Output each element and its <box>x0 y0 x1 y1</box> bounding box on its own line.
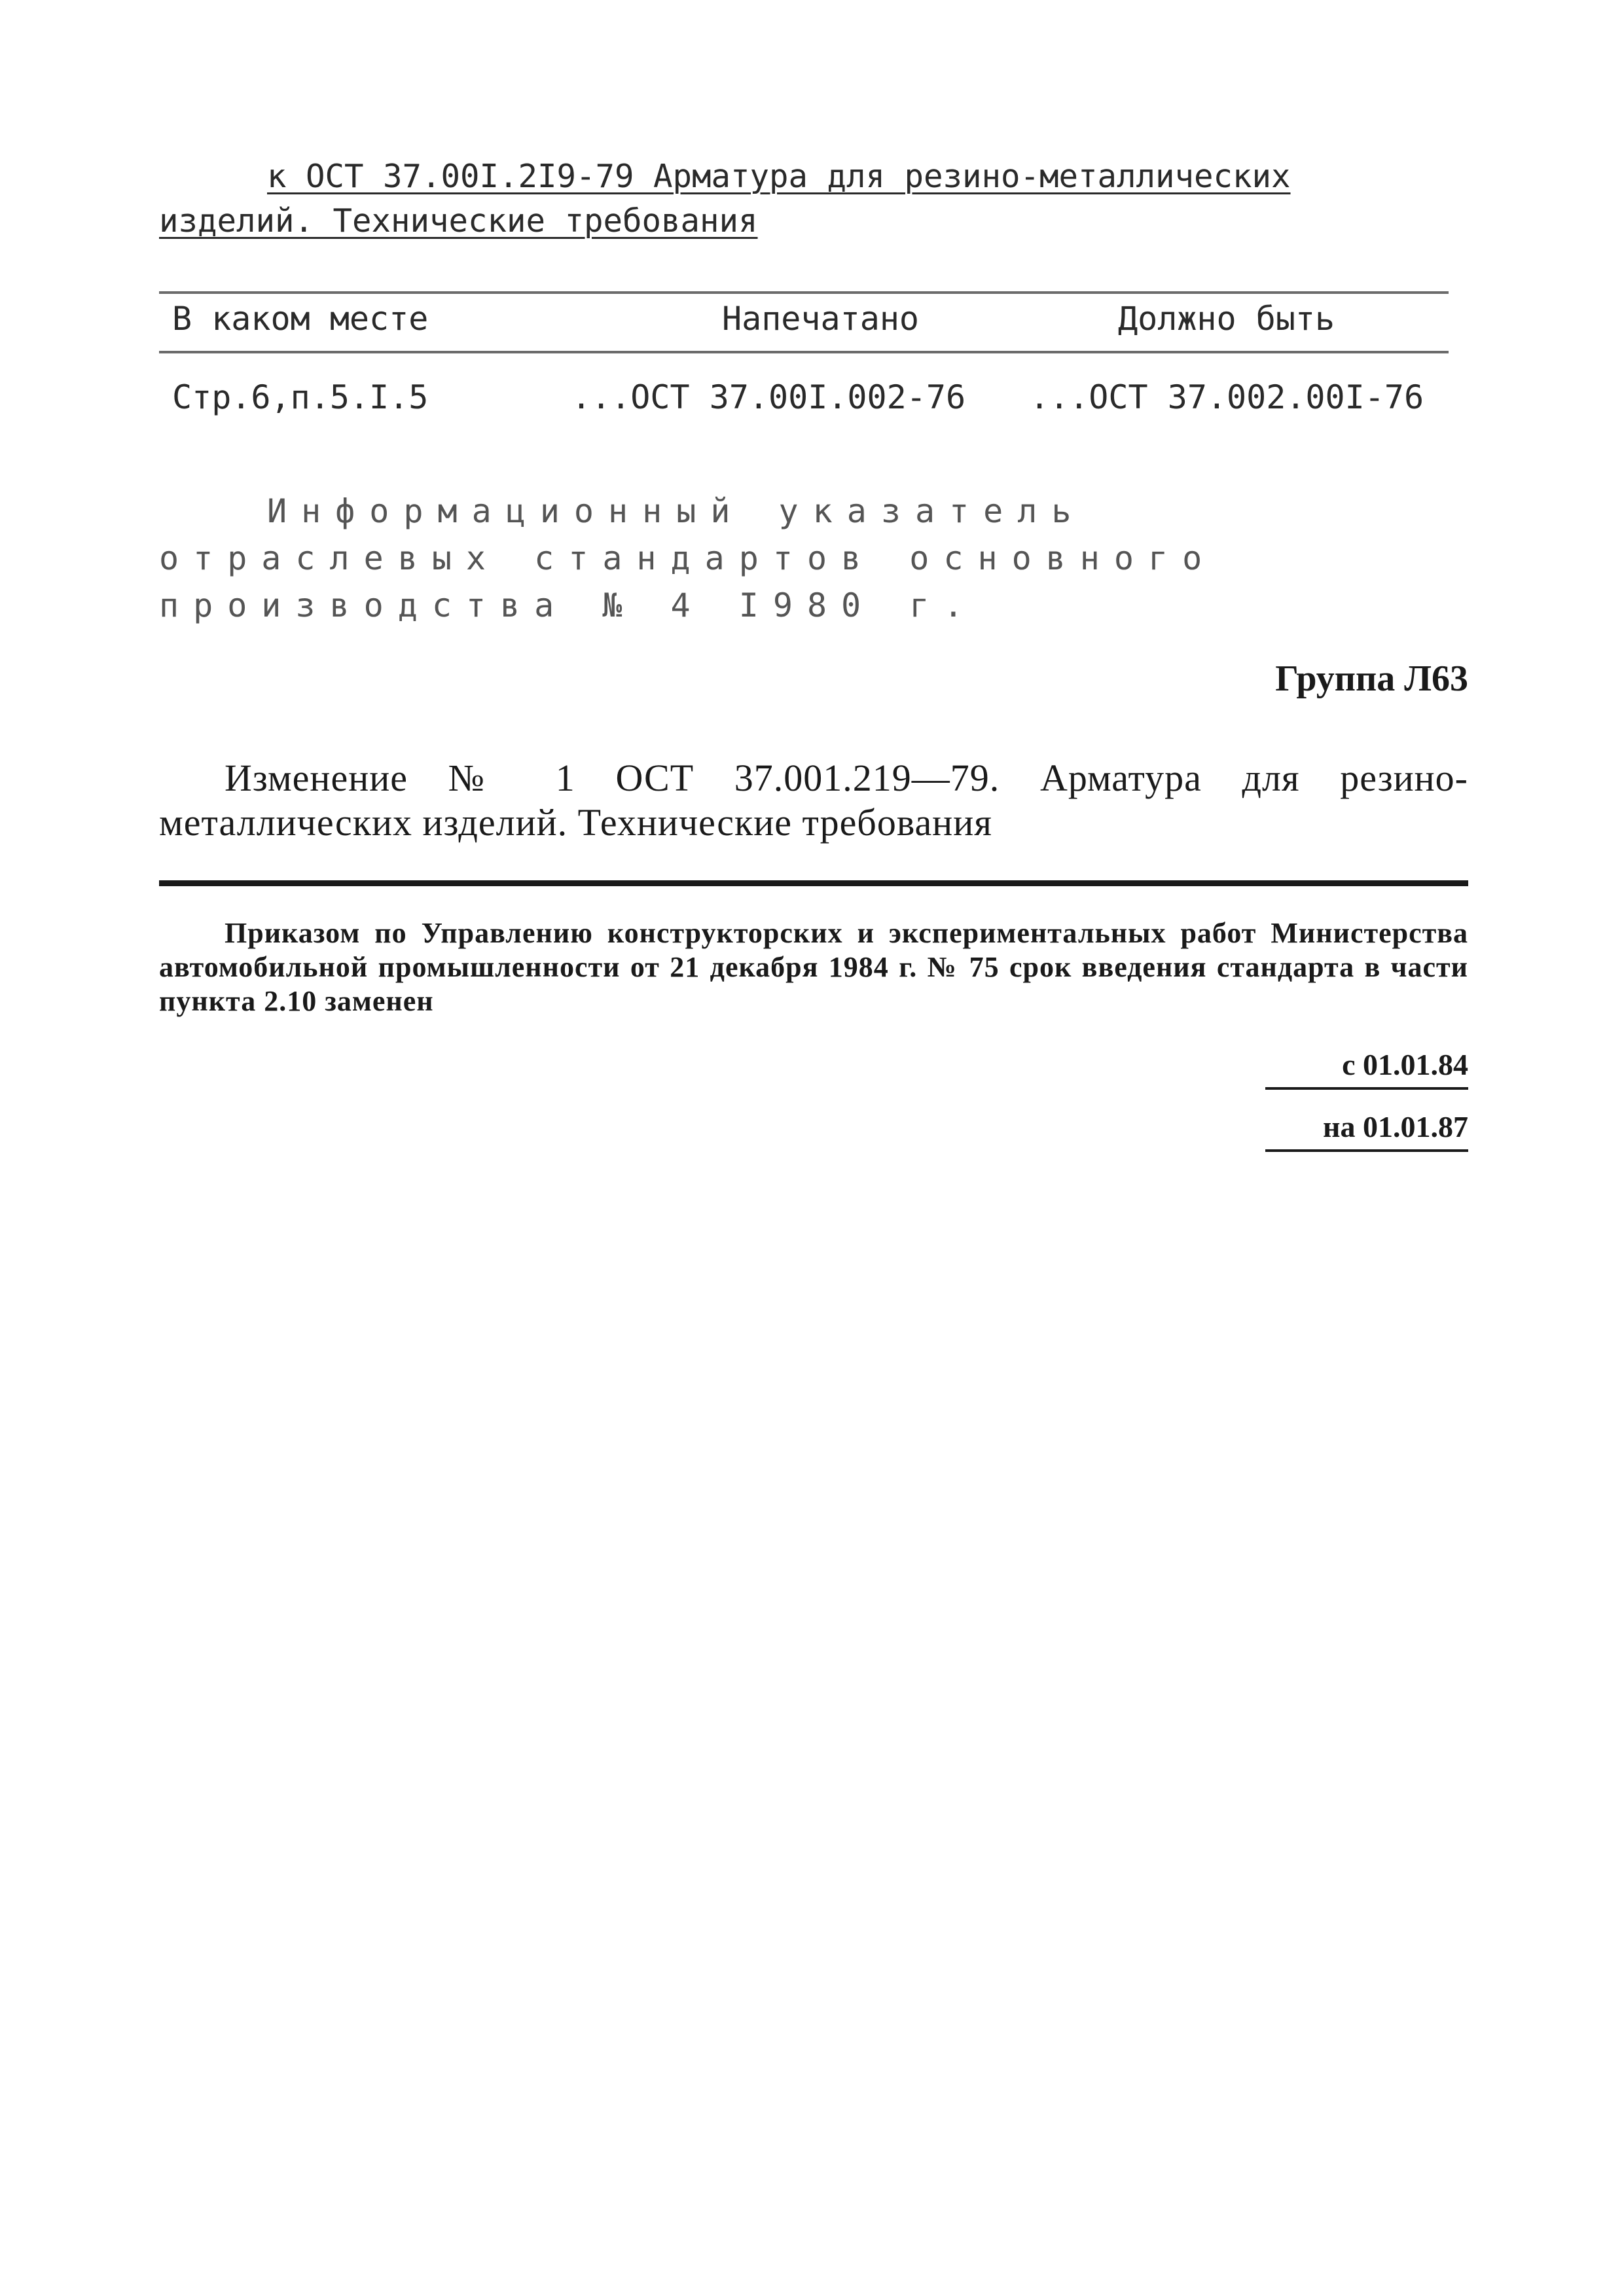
table-header-row <box>159 300 1449 339</box>
cell-location: Стр.6,п.5.I.5 <box>172 378 429 416</box>
group-label: Группа Л63 <box>1275 658 1468 699</box>
date-from <box>1342 1047 1468 1082</box>
column-header-should-be: Должно быть <box>1118 300 1335 338</box>
date-to <box>1323 1109 1468 1144</box>
source-note <box>159 488 1442 629</box>
table-row <box>159 378 1449 418</box>
cell-printed: ...ОСТ 37.00I.002-76 <box>571 378 966 416</box>
date-to-underline <box>1265 1149 1468 1152</box>
order-text <box>159 916 1468 1018</box>
erratum-reference-text: к ОСТ 37.00I.2I9-79 Арматура для резино-металлических изделий. Технические требования <box>159 158 1291 240</box>
table-header-rule <box>159 351 1449 353</box>
erratum-reference <box>159 154 1403 243</box>
column-header-location: В каком месте <box>172 300 429 338</box>
order-text-body: Приказом по Управлению конструкторских и экспериментальных работ Министерства автомобильной промышленности от 21 декабря 1984 г. № 75 срок введения стандарта в части пункта 2.10 заменен <box>159 917 1468 1017</box>
title-rule <box>159 880 1468 886</box>
column-header-printed: Напечатано <box>722 300 920 338</box>
source-note-text: Информационный указатель отраслевых стандартов основного производства № 4 I980 г. <box>159 492 1217 624</box>
amendment-title-text: Изменение № 1 ОСТ 37.001.219—79. Арматура для резино-металлических изделий. Технические требования <box>159 757 1468 844</box>
amendment-title <box>159 756 1468 845</box>
cell-should-be: ...ОСТ 37.002.00I-76 <box>1030 378 1424 416</box>
date-to-text: на 01.01.87 <box>1322 1110 1468 1143</box>
date-from-text: с 01.01.84 <box>1342 1048 1468 1081</box>
table-top-rule <box>159 291 1449 294</box>
date-from-underline <box>1265 1087 1468 1090</box>
